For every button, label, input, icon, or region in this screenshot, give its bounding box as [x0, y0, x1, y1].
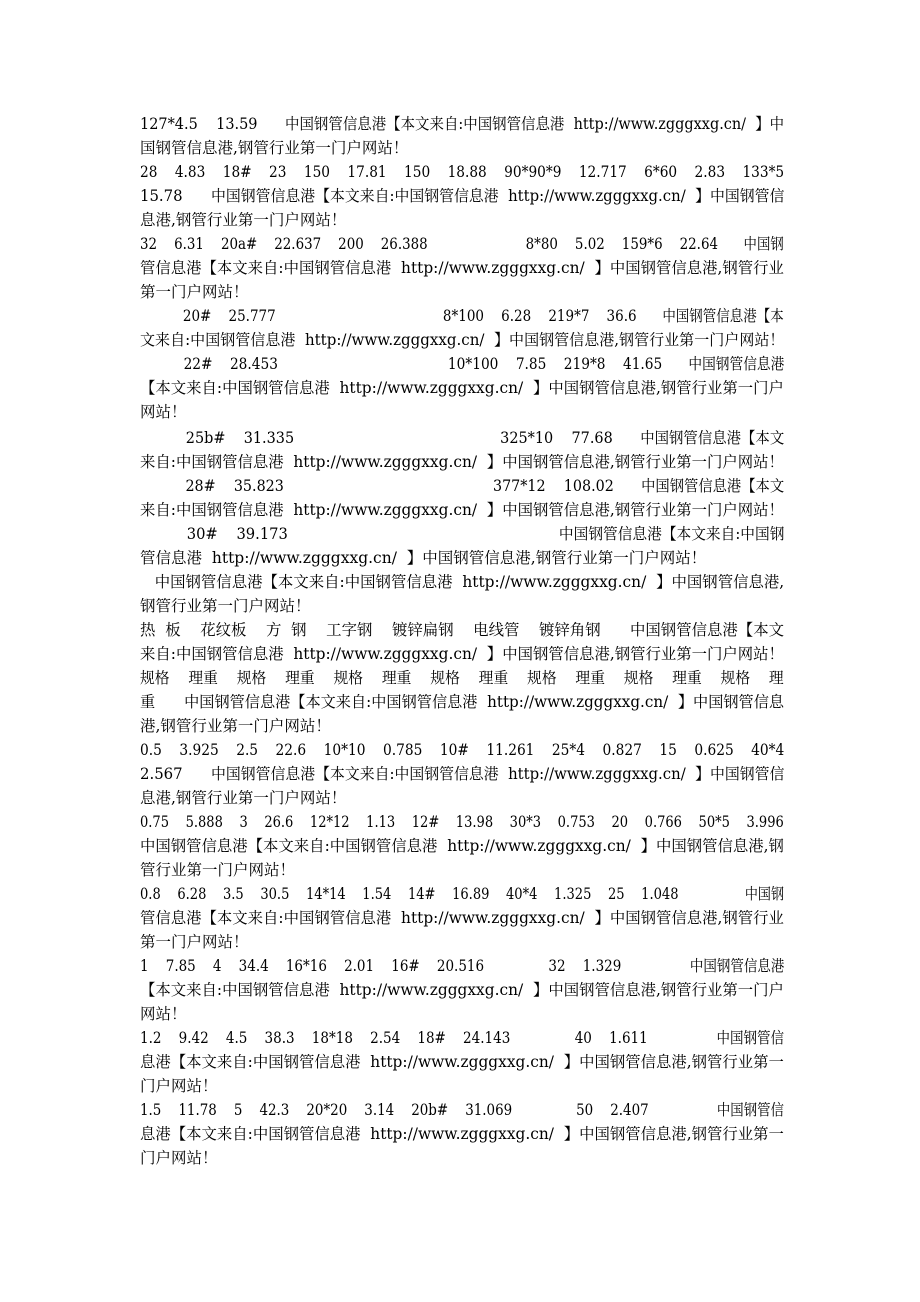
- text-line: 来自:中国钢管信息港 http://www.zgggxxg.cn/ 】中国钢管信息港,钢管行业第一门户网站！: [140, 453, 784, 471]
- text-line: 32 6.31 20a# 22.637 200 26.388 8*80 5.02 159*6 22.64 中国钢: [140, 235, 784, 253]
- text-line: 1 7.85 4 34.4 16*16 2.01 16# 20.516 32 1.329 中国钢管信息港: [140, 957, 785, 975]
- text-line: 中国钢管信息港【本文来自:中国钢管信息港 http://www.zgggxxg.cn/ 】中国钢管信息港,钢: [140, 837, 784, 855]
- text-line: 20# 25.777 8*100 6.28 219*7 36.6 中国钢管信息港【本: [140, 307, 784, 325]
- text-line: 28# 35.823 377*12 108.02 中国钢管信息港【本文: [140, 477, 785, 495]
- text-line: 热 板 花纹板 方 钢 工字钢 镀锌扁钢 电线管 镀锌角钢 中国钢管信息港【本文: [140, 621, 785, 639]
- text-line: 第一门户网站！: [140, 933, 249, 951]
- text-line: 28 4.83 18# 23 150 17.81 150 18.88 90*90*9 12.717 6*60 2.83 133*5: [140, 163, 785, 181]
- text-line: 港,钢管行业第一门户网站！: [140, 717, 331, 735]
- text-line: 管信息港 http://www.zgggxxg.cn/ 】中国钢管信息港,钢管行业第一门户网站！: [140, 549, 707, 567]
- text-line: 来自:中国钢管信息港 http://www.zgggxxg.cn/ 】中国钢管信息港,钢管行业第一门户网站！: [140, 501, 784, 519]
- text-line: 文来自:中国钢管信息港 http://www.zgggxxg.cn/ 】中国钢管信息港,钢管行业第一门户网站！: [140, 331, 785, 349]
- text-line: 管信息港【本文来自:中国钢管信息港 http://www.zgggxxg.cn/ 】中国钢管信息港,钢管行业: [140, 909, 784, 927]
- text-line: 0.75 5.888 3 26.6 12*12 1.13 12# 13.98 30*3 0.753 20 0.766 50*5 3.996: [140, 813, 784, 831]
- text-line: 1.2 9.42 4.5 38.3 18*18 2.54 18# 24.143 40 1.611 中国钢管信: [140, 1029, 784, 1047]
- text-line: 22# 28.453 10*100 7.85 219*8 41.65 中国钢管信息港: [140, 355, 785, 373]
- text-line: 30# 39.173 中国钢管信息港【本文来自:中国钢: [140, 525, 785, 543]
- text-line: 门户网站！: [140, 1149, 218, 1167]
- text-line: 门户网站！: [140, 1077, 218, 1095]
- text-line: 【本文来自:中国钢管信息港 http://www.zgggxxg.cn/ 】中国钢管信息港,钢管行业第一门户: [140, 981, 784, 999]
- text-line: 2.567 中国钢管信息港【本文来自:中国钢管信息港 http://www.zgggxxg.cn/ 】中国钢管信: [140, 765, 785, 783]
- text-line: 息港【本文来自:中国钢管信息港 http://www.zgggxxg.cn/ 】中国钢管信息港,钢管行业第一: [140, 1125, 784, 1143]
- text-line: 国钢管信息港,钢管行业第一门户网站！: [140, 139, 409, 157]
- text-line: 1.5 11.78 5 42.3 20*20 3.14 20b# 31.069 50 2.407 中国钢管信: [140, 1101, 784, 1119]
- text-line: 息港【本文来自:中国钢管信息港 http://www.zgggxxg.cn/ 】中国钢管信息港,钢管行业第一: [140, 1053, 784, 1071]
- text-line: 25b# 31.335 325*10 77.68 中国钢管信息港【本文: [140, 429, 785, 447]
- text-line: 第一门户网站！: [140, 283, 249, 301]
- text-line: 来自:中国钢管信息港 http://www.zgggxxg.cn/ 】中国钢管信息港,钢管行业第一门户网站！: [140, 645, 784, 663]
- text-line: 0.8 6.28 3.5 30.5 14*14 1.54 14# 16.89 40*4 1.325 25 1.048 中国钢: [140, 885, 785, 903]
- text-line: 【本文来自:中国钢管信息港 http://www.zgggxxg.cn/ 】中国钢管信息港,钢管行业第一门户: [140, 379, 784, 397]
- text-line: 网站！: [140, 1005, 187, 1023]
- text-line: 规格 理重 规格 理重 规格 理重 规格 理重 规格 理重 规格 理重 规格 理: [140, 669, 784, 687]
- text-line: 中国钢管信息港【本文来自:中国钢管信息港 http://www.zgggxxg.cn/ 】中国钢管信息港,: [140, 573, 785, 591]
- text-line: 息港,钢管行业第一门户网站！: [140, 789, 347, 807]
- text-line: 网站！: [140, 403, 187, 421]
- text-line: 15.78 中国钢管信息港【本文来自:中国钢管信息港 http://www.zgggxxg.cn/ 】中国钢管信: [140, 187, 785, 205]
- text-line: 管信息港【本文来自:中国钢管信息港 http://www.zgggxxg.cn/ 】中国钢管信息港,钢管行业: [140, 259, 784, 277]
- text-line: 管行业第一门户网站！: [140, 861, 296, 879]
- text-line: 钢管行业第一门户网站！: [140, 597, 311, 615]
- text-line: 127*4.5 13.59 中国钢管信息港【本文来自:中国钢管信息港 http://www.zgggxxg.cn/ 】中: [140, 115, 785, 133]
- text-line: 0.5 3.925 2.5 22.6 10*10 0.785 10# 11.261 25*4 0.827 15 0.625 40*4: [140, 741, 785, 759]
- text-line: 息港,钢管行业第一门户网站！: [140, 211, 347, 229]
- text-line: 重 中国钢管信息港【本文来自:中国钢管信息港 http://www.zgggxxg.cn/ 】中国钢管信息: [140, 693, 785, 711]
